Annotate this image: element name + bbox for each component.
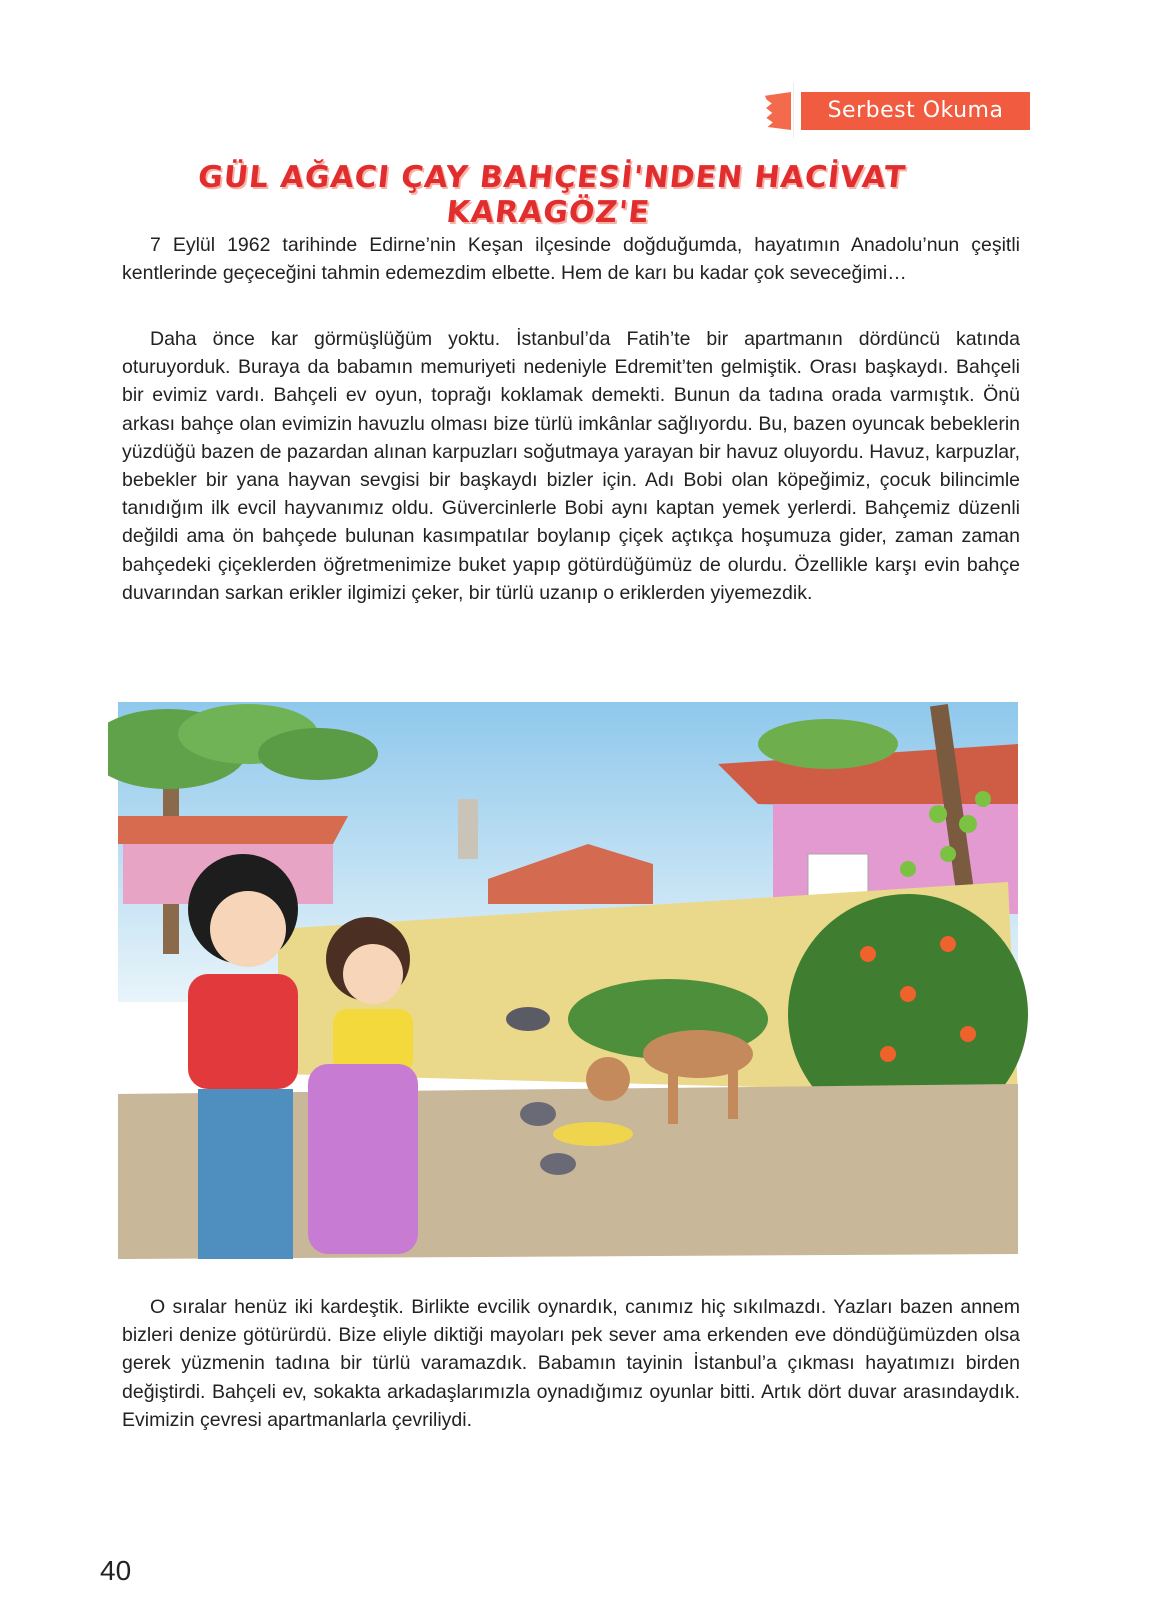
food-bowl: [553, 1122, 633, 1146]
paragraph-1: 7 Eylül 1962 tarihinde Edirne’nin Keşan ilçesinde doğduğumda, hayatımın Anadolu’nun çeşitli kentlerinde geçeceğini tahmin edemezdim elbette. Hem de karı bu kadar çok seveceğimi…: [122, 234, 1020, 285]
garden-illustration: [108, 694, 1028, 1266]
paragraph-2: Daha önce kar görmüşlüğüm yoktu. İstanbul’da Fatih’te bir apartmanın dördüncü katında oturuyorduk. Buraya da babamın memuriyeti nedeniyle Edremit’ten gelmiştik. Orası başkaydı. Bahçeli bir evimiz vardı. Bahçeli ev oyun, toprağı koklamak demekti. Bunun da tadına orada varmıştık. Önü arkası bahçe olan evimizin havuzlu olması bize türlü imkânlar sağlıyordu. Bu, bazen oyuncak bebeklerin yüzdüğü bazen de pazardan alınan karpuzları soğutmaya yarayan bir havuz oluyordu. Havuz, karpuzlar, bebekler bir yana hayvan sevgisi bir başkaydı bizler için. Adı Bobi olan köpeğimiz, çocuk bilincimle tanıdığım ilk evcil hayvanımız oldu. Güvercinlerle Bobi aynı kaptan yemek yerlerdi. Bahçemiz düzenli değildi ama ön bahçede bulunan kasımpatılar boylanıp çiçek açtıkça hoşumuza gider, zaman zaman bahçedeki çiçeklerden öğretmenimize buket yapıp götürdüğümüz de olurdu. Özellikle karşı evin bahçe duvarından sarkan erikler ilgimizi çeker, bir türlü uzanıp o eriklerden yiyemezdik.: [122, 328, 1020, 604]
girl-red-shirt: [188, 854, 298, 1259]
page-title: GÜL AĞACI ÇAY BAHÇESİ'NDEN HACİVAT KARAGÖZ'E: [196, 160, 908, 230]
torn-paper-icon: [765, 92, 791, 130]
paragraph-3: O sıralar henüz iki kardeştik. Birlikte evcilik oynardık, canımız hiç sıkılmazdı. Yazları bazen annem bizleri denize götürürdü. Bize eliyle diktiği mayoları pek sever ama erkenden eve döndüğümüzden olsa gerek yüzmenin tadına bir türlü varamazdık. Babamın tayinin İstanbul’a çıkması hayatımızı birden değiştirdi. Bahçeli ev, sokakta arkadaşlarımızla oynadığımız oyunlar bitti. Artık dört duvar arasındaydık. Evimizin çevresi apartmanlarla çevriliydi.: [122, 1296, 1020, 1431]
section-tab: [765, 82, 1030, 138]
section-label: Serbest Okuma: [801, 92, 1030, 130]
tab-divider: [793, 82, 800, 138]
page-number: 40: [100, 1555, 132, 1586]
